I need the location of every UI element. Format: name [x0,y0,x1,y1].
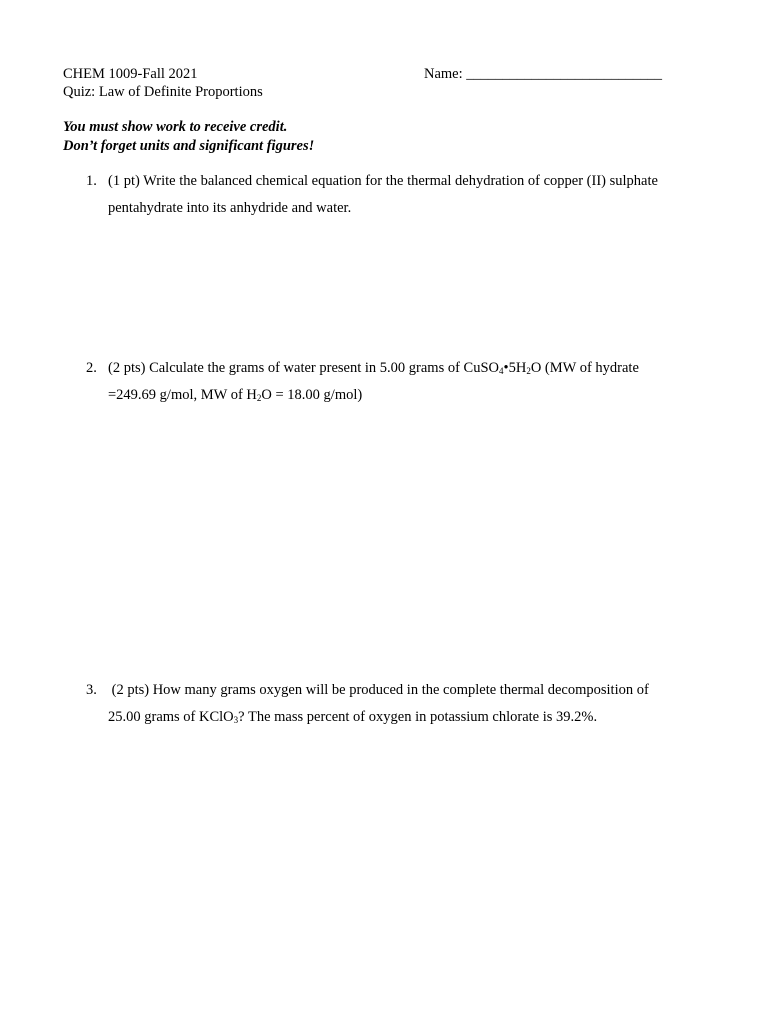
text-segment: O (MW of hydrate [530,360,639,376]
course-title: CHEM 1009-Fall 2021 [63,66,198,82]
question-number: 1. [86,173,97,189]
subscript: 2 [526,366,531,376]
subscript: 4 [499,366,504,376]
question-text-line [108,359,639,377]
name-field-label: Name: ___________________________ [424,66,663,82]
question-text-line [108,708,597,726]
question-text-line: (1 pt) Write the balanced chemical equation for the thermal dehydration of copper (II) sulphate [108,173,658,189]
subscript: 3 [233,715,239,725]
question-text-line: (2 pts) How many grams oxygen will be produced in the complete thermal decomposition of [108,682,649,698]
text-segment: (2 pts) Calculate the grams of water present in 5.00 grams of CuSO [108,360,500,376]
quiz-title: Quiz: Law of Definite Proportions [63,84,263,100]
question-number: 2. [86,360,97,376]
text-segment: 25.00 grams of KClO [108,709,234,725]
instruction-units-sigfigs: Don’t forget units and significant figures! [63,138,315,154]
question-text-line [108,386,362,404]
subscript: 2 [256,393,262,403]
text-segment: •5H [503,360,527,376]
question-text-line: pentahydrate into its anhydride and water. [108,200,352,216]
text-segment: =249.69 g/mol, MW of H [108,387,257,403]
text-segment: O = 18.00 g/mol) [261,387,363,403]
instruction-show-work: You must show work to receive credit. [63,119,288,135]
text-segment: ? The mass percent of oxygen in potassium chlorate is 39.2%. [238,709,598,725]
question-number: 3. [86,682,97,698]
